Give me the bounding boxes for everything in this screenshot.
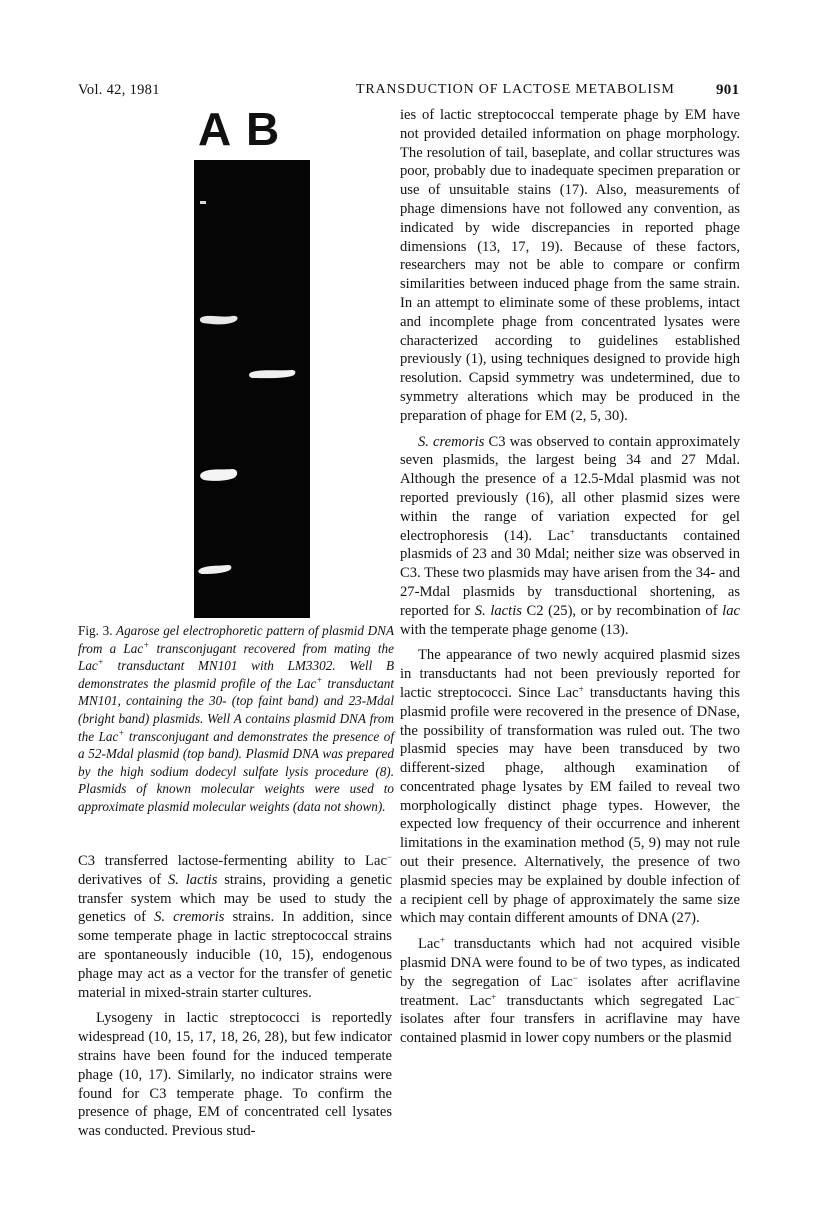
body-column-right: [400, 106, 740, 1048]
paragraph: ies of lactic streptococcal temperate phage by EM have not provided detailed information on phage morphology. The resolution of tail, baseplate, and collar structures was poor, probably due to inadequate specimen preparation or use of unsuitable stains (17). Also, measurements of phage dimensions have not followed any convention, as indicated by wide discrepancies in reported phage dimensions (13, 17, 19). Because of these factors, researchers may not be able to compare or confirm similarities between induced phage from the same strain. In an attempt to eliminate some of these problems, intact and incomplete phage from concentrated lysates were characterized according to guidelines established previously (1), using techniques designed to provide high resolution. Capsid symmetry was undetermined, due to symmetry alterations which may be produced in the preparation of phage for EM (2, 5, 30).: [400, 107, 740, 424]
caption-label: Fig. 3.: [78, 623, 113, 638]
caption-text: transconjugant and demonstrates the presence of a 52-Mdal plasmid (top band). Plasmid DNA was prepared by the high sodium dodecyl sulfate lysis procedure (8). Plasmids of known molecular weights were used to approximate plasmid molecular weights (data not shown).: [78, 728, 394, 814]
gel-electrophoresis-image: [194, 160, 310, 618]
superscript-plus: +: [118, 727, 125, 738]
paragraph: Lac+ transductants which had not acquired visible plasmid DNA were found to be of two types, as indicated by the segregation of Lac− isolates after acriflavine treatment. Lac+ transductants which segregated Lac− isolates after four transfers in acriflavine may have contained plasmid in lower copy numbers or the plasmid: [400, 935, 740, 1047]
superscript-plus: +: [316, 674, 323, 685]
page-number: 901: [716, 82, 740, 98]
superscript-plus: +: [97, 657, 104, 668]
superscript-plus: +: [439, 935, 445, 946]
superscript-minus: −: [572, 972, 578, 983]
superscript-plus: +: [578, 683, 584, 694]
paragraph: S. cremoris C3 was observed to contain approximately seven plasmids, the largest being 34 and 27 Mdal. Although the presence of a 12.5-Mdal plasmid was not reported previously (16), all other plasmid sizes were within the range of variation expected for gel electrophoresis (14). Lac+ transductants contained plasmids of 23 and 30 Mdal; neither size was observed in C3. These two plasmids may have arisen from the 34- and 27-Mdal plasmids by transductional shortening, as reported for S. lactis C2 (25), or by recombination of lac with the temperate phage genome (13).: [400, 433, 741, 638]
lane-label-b: B: [246, 103, 280, 155]
superscript-minus: −: [386, 852, 392, 862]
paragraph: C3 transferred lactose-fermenting ability to Lac− derivatives of S. lactis strains, providing a genetic transfer system which may be used to study the genetics of S. cremoris strains. In addition, since some temperate phage in lactic streptococcal strains are spontaneously inducible (10, 15), endogenous phage may act as a vector for the transfer of genetic material in mixed-strain starter cultures.: [78, 852, 392, 1001]
lane-label-a: A: [198, 103, 232, 155]
running-header-volume: Vol. 42, 1981: [78, 82, 160, 98]
superscript-minus: −: [734, 991, 740, 1002]
superscript-plus: +: [143, 639, 150, 650]
caption-text: transconjugant recovered from mating the Lac: [78, 640, 394, 674]
superscript-plus: +: [491, 991, 497, 1002]
paragraph: The appearance of two newly acquired plasmid sizes in transductants had not been previously reported for lactic streptococci. Since Lac+ transductants having this plasmid profile were recovered in the presence of DNase, the possibility of transformation was ruled out. The two plasmid species may have been transduced by two different-sized phage, although examination of concentrated phage lysates by EM failed to reveal two morphologically distinct phage types. However, the expected low frequency of their occurrence and inherent limitations in the examination method (5, 9) may not rule out their presence. Alternatively, the presence of two plasmid species may be explained by double infection of a recipient cell by phage of approximately the same size which may contain different amounts of DNA (27).: [400, 647, 740, 927]
body-column-left: [78, 852, 392, 1141]
caption-text: transductant MN101, containing the 30- (top faint band) and 23-Mdal (bright band) plasmids. Well A contains plasmid DNA from the Lac: [78, 675, 395, 744]
caption-text: transductant MN101 with LM3302. Well B demonstrates the plasmid profile of the Lac: [78, 658, 394, 691]
superscript-plus: +: [569, 526, 575, 537]
caption-text: Agarose gel electrophoretic pattern of plasmid DNA from a Lac: [78, 623, 395, 656]
figure-caption: [78, 622, 394, 816]
gel-band-a-well: [200, 201, 206, 204]
running-header-title: TRANSDUCTION OF LACTOSE METABOLISM: [356, 82, 675, 97]
paragraph: Lysogeny in lactic streptococci is reportedly widespread (10, 15, 17, 18, 26, 28), but few indicator strains have been found for the induced temperate phage (10, 17). Similarly, no indicator strains were found for C3 temperate phage. To confirm the presence of phage, EM of concentrated cell lysates was conducted. Previous stud-: [78, 1010, 392, 1140]
